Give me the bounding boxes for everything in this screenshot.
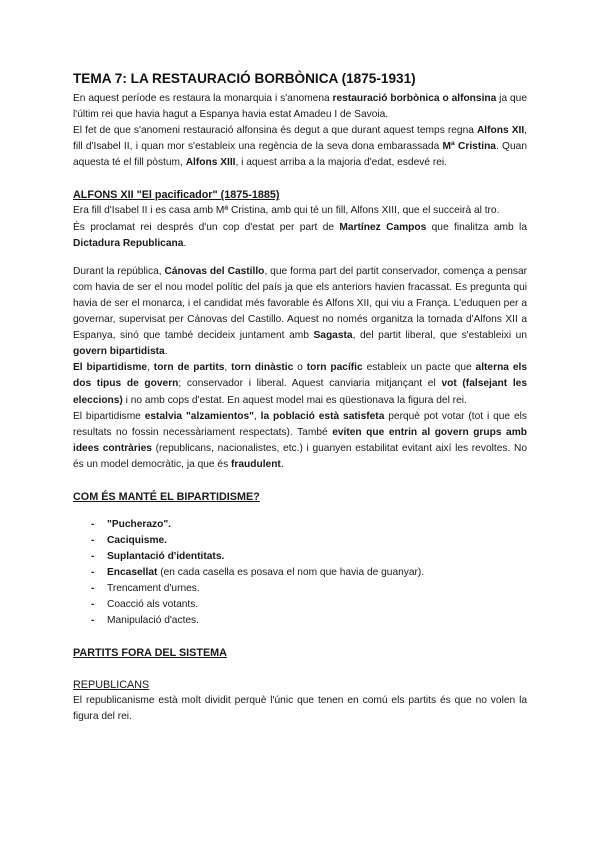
republicans-paragraph: El republicanisme està molt dividit perquè l'únic que tenen en comú els partits és que no volen la figura del rei.: [73, 694, 527, 723]
text-run: El fet de que s'anomeni restauració alfonsina és degut a que durant aquest temps regna: [73, 125, 477, 137]
text-run: o: [293, 362, 307, 374]
alfons-paragraph-5: [73, 409, 527, 473]
bold-term: fraudulent: [231, 458, 281, 470]
text-run: (republicans, nacionalistes, etc.) i guanyen estabilitat evitant així les revoltes. No és un model democràtic, ja que és: [73, 442, 527, 470]
subsection-heading-republicans: REPUBLICANS: [73, 678, 150, 691]
alfons-paragraph-1: Era fill d'Isabel II i es casa amb Mª Cristina, amb qui té un fill, Alfons XIII, que el succeirà al tro.: [73, 205, 500, 217]
text-run: ; conservador i liberal. Aquest canviaria mitjançant el: [178, 378, 442, 390]
bold-term: El bipartidisme: [73, 362, 148, 374]
text-run: que finalitza amb la: [426, 221, 527, 233]
bold-term: Martínez Campos: [339, 221, 427, 233]
methods-list: [73, 517, 527, 629]
text-run: , que forma part del partit conservador, comença a pensar com havia de ser el nou model polític del país ja que els anteriors havien fracassat. Es pregunta qui havia de ser el monarca, i el candidat més favorable és Alfons XII, qui viu a França. L'eduquen per a governar, supervisat per Cánovas del Castillo. Aquest no només organitza la tornada d'Alfons XII a Espanya, sinó que també decideix juntament amb: [73, 265, 528, 342]
section-heading-partits: PARTITS FORA DEL SISTEMA: [73, 646, 227, 659]
list-item: - Caciquisme.: [73, 533, 527, 549]
intro-paragraph-2: [73, 123, 527, 171]
text-run: En aquest període es restaura la monarquia i s'anomena: [73, 93, 333, 104]
bold-term: torn de partits: [153, 362, 225, 374]
bold-term: torn pacífic: [306, 362, 363, 374]
list-item: - Coacció als votants.: [73, 597, 527, 613]
bold-term: Dictadura Republicana: [73, 237, 184, 249]
text-run: estableix un pacte que: [362, 362, 476, 374]
bold-term: torn dinàstic: [231, 362, 294, 374]
text-run: .: [183, 237, 187, 249]
bold-term: la població està satisfeta: [260, 410, 385, 422]
text-run: ,: [253, 410, 261, 422]
list-item: [73, 565, 527, 581]
bold-term: Alfons XIII: [185, 157, 236, 169]
intro-paragraph-1: [73, 91, 527, 123]
list-item: - Suplantació d'identitats.: [73, 549, 527, 565]
text-run: , i aquest arriba a la majoria d'edat, esdevé rei.: [235, 157, 447, 169]
text-run: , del partit liberal, que s'estableixi un: [352, 330, 527, 342]
bold-term: govern bipartidista: [73, 346, 165, 358]
bold-term: eviten que entrin al govern grups amb idees contràries: [73, 426, 527, 454]
bold-term: Mª Cristina: [442, 141, 496, 153]
document-content: [73, 70, 527, 725]
text-run: ja que l'últim rei que havia hagut a Espanya havia estat Amadeu I de Savoia.: [73, 93, 527, 121]
text-run: ,: [147, 362, 154, 374]
text-run: .: [164, 346, 168, 358]
text-run: El bipartidisme: [73, 410, 145, 422]
bold-term: alterna els dos tipus de govern: [73, 362, 527, 390]
bold-term: Sagasta: [313, 330, 353, 342]
text-run: i no amb cops d'estat. En aquest model mai es qüestionava la figura del rei.: [122, 394, 467, 406]
bold-term: Alfons XII: [476, 125, 525, 137]
text-run: . Quan aquesta té el fill pòstum,: [73, 141, 527, 169]
bold-term: Cánovas del Castillo: [164, 265, 265, 277]
text-run: , fill d'Isabel II, i quan mor s'estableix una regència de la seva dona embarassada: [73, 125, 527, 153]
alfons-paragraph-2: [73, 220, 527, 252]
alfons-paragraph-4: [73, 360, 527, 408]
bold-term: vot (falsejant les eleccions): [73, 378, 527, 406]
section-heading-bipartidisme: COM ÉS MANTÉ EL BIPARTIDISME?: [73, 490, 260, 503]
bold-term: restauració borbònica o alfonsina: [332, 93, 497, 104]
list-item: - Manipulació d'actes.: [73, 613, 527, 629]
page-title: TEMA 7: LA RESTAURACIÓ BORBÒNICA (1875-1931): [73, 71, 416, 86]
bold-term: estalvia "alzamientos": [144, 410, 254, 422]
bold-term: Encasellat: [107, 566, 158, 578]
text-run: ,: [224, 362, 232, 374]
text-run: És proclamat rei després d'un cop d'estat per part de: [73, 221, 340, 233]
text-run: .: [280, 458, 284, 470]
text-run: (en cada casella es posava el nom que havia de guanyar).: [157, 566, 425, 578]
list-item: - Trencament d'urnes.: [73, 581, 527, 597]
text-run: Durant la república,: [73, 265, 165, 277]
section-heading-alfons: ALFONS XII "El pacificador" (1875-1885): [73, 189, 280, 202]
list-item: - "Pucherazo".: [73, 517, 527, 533]
alfons-paragraph-3: [73, 264, 527, 361]
text-run: perquè pot votar (tot i que els resultats no fossin necessàriament respectats). També: [73, 410, 527, 438]
